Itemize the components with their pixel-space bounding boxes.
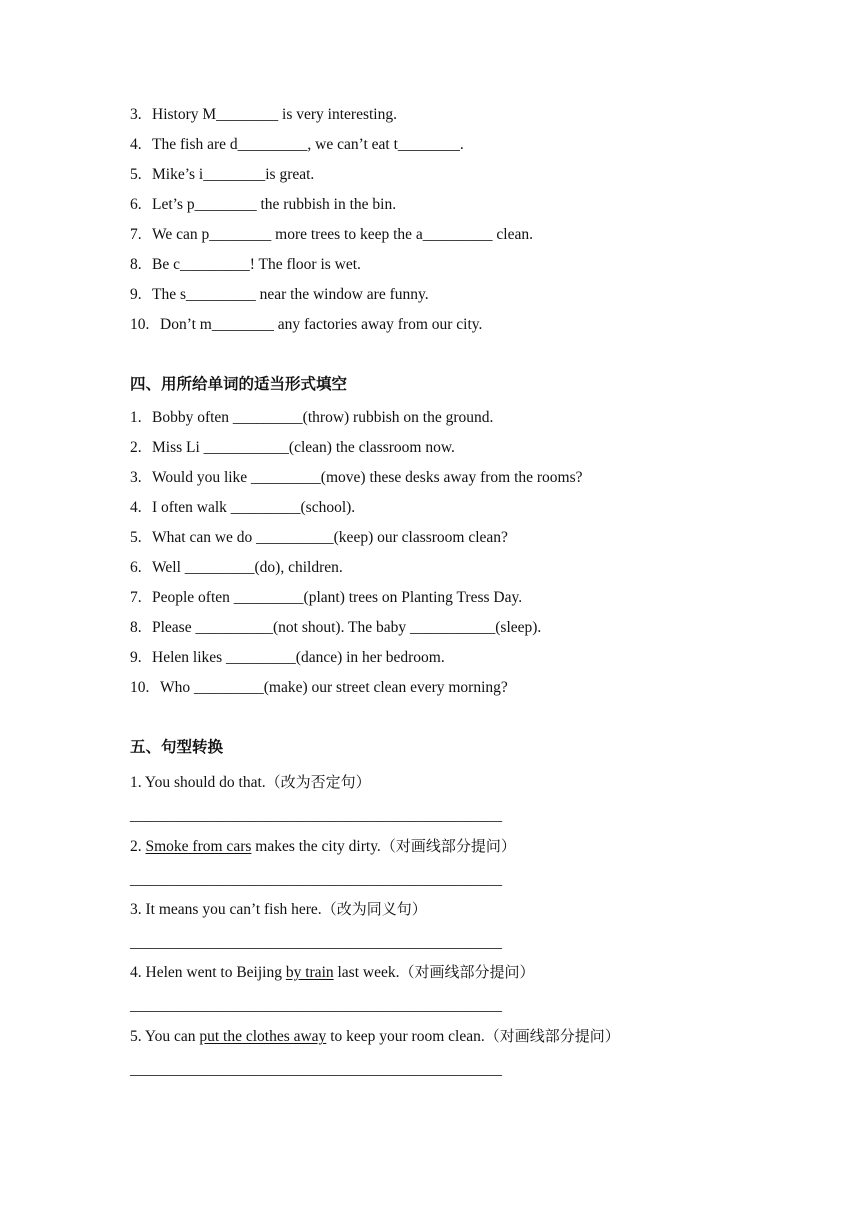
list-item — [130, 772, 371, 793]
item-text: We can p________ more trees to keep the a_________ clean. — [152, 226, 533, 243]
item-number: 5. — [130, 529, 142, 546]
answer-line: ________________________________________________ — [130, 934, 502, 951]
list-item — [130, 225, 533, 245]
item-text: 5. You can — [130, 1028, 200, 1045]
instruction-note: （改为同义句） — [321, 900, 427, 918]
list-item — [130, 899, 427, 920]
list-item — [130, 468, 583, 488]
item-number: 8. — [130, 256, 142, 273]
list-item — [130, 648, 445, 668]
item-text: History M________ is very interesting. — [152, 106, 397, 123]
underlined-phrase: put the clothes away — [199, 1028, 327, 1045]
section-4-heading: 四、用所给单词的适当形式填空 — [130, 375, 348, 393]
instruction-note: （对画线部分提问） — [380, 837, 516, 855]
item-number: 5. — [130, 166, 142, 183]
item-number: 7. — [130, 589, 142, 606]
item-text: What can we do __________(keep) our classroom clean? — [152, 529, 508, 546]
item-text: to keep your room clean. — [326, 1028, 485, 1045]
item-number: 1. — [130, 409, 142, 426]
item-text: People often _________(plant) trees on Planting Tress Day. — [152, 589, 523, 606]
list-item — [130, 438, 455, 458]
item-text: 3. It means you can’t fish here. — [130, 901, 322, 918]
item-number: 3. — [130, 106, 142, 123]
item-text: 2. — [130, 838, 146, 855]
instruction-note: （对画线部分提问） — [399, 963, 535, 981]
list-item — [130, 678, 508, 698]
list-item — [130, 285, 429, 305]
item-number: 10. — [130, 316, 150, 333]
answer-line: ________________________________________________ — [130, 1061, 502, 1078]
item-text: Would you like _________(move) these desks away from the rooms? — [152, 469, 583, 486]
list-item — [130, 588, 522, 608]
item-text: Helen likes _________(dance) in her bedroom. — [152, 649, 445, 666]
item-text: The s_________ near the window are funny. — [152, 286, 429, 303]
item-number: 9. — [130, 286, 142, 303]
list-item — [130, 255, 361, 275]
list-item — [130, 135, 464, 155]
item-text: Let’s p________ the rubbish in the bin. — [152, 196, 397, 213]
list-item — [130, 962, 535, 983]
item-number: 4. — [130, 136, 142, 153]
item-number: 3. — [130, 469, 142, 486]
item-text: 4. Helen went to Beijing — [130, 964, 286, 981]
item-text: Please __________(not shout). The baby ___________(sleep). — [152, 619, 542, 636]
instruction-note: （改为否定句） — [265, 773, 371, 791]
item-number: 6. — [130, 559, 142, 576]
list-item — [130, 618, 541, 638]
list-item — [130, 165, 314, 185]
item-text: makes the city dirty. — [251, 838, 381, 855]
item-number: 6. — [130, 196, 142, 213]
item-text: Be c_________! The floor is wet. — [152, 256, 361, 273]
list-item — [130, 195, 396, 215]
list-item — [130, 498, 355, 518]
list-item — [130, 836, 516, 857]
item-text: 1. You should do that. — [130, 774, 266, 791]
item-text: Don’t m________ any factories away from our city. — [160, 316, 483, 333]
item-text: last week. — [333, 964, 400, 981]
item-number: 10. — [130, 679, 150, 696]
item-text: Miss Li ___________(clean) the classroom now. — [152, 439, 455, 456]
instruction-note: （对画线部分提问） — [484, 1027, 620, 1045]
list-item — [130, 408, 493, 428]
item-text: The fish are d_________, we can’t eat t________. — [152, 136, 464, 153]
item-number: 4. — [130, 499, 142, 516]
item-text: Mike’s i________is great. — [152, 166, 315, 183]
list-item — [130, 315, 482, 335]
answer-line: ________________________________________________ — [130, 871, 502, 888]
answer-line: ________________________________________________ — [130, 807, 502, 824]
underlined-phrase: Smoke from cars — [145, 838, 252, 855]
item-number: 7. — [130, 226, 142, 243]
underlined-phrase: by train — [285, 964, 334, 981]
item-text: Bobby often _________(throw) rubbish on the ground. — [152, 409, 494, 426]
item-number: 8. — [130, 619, 142, 636]
list-item — [130, 1026, 620, 1047]
item-text: Who _________(make) our street clean every morning? — [160, 679, 508, 696]
list-item — [130, 528, 508, 548]
list-item — [130, 105, 397, 125]
answer-line: ________________________________________________ — [130, 997, 502, 1014]
item-number: 2. — [130, 439, 142, 456]
item-text: I often walk _________(school). — [152, 499, 356, 516]
section-5-heading: 五、句型转换 — [130, 738, 224, 756]
item-number: 9. — [130, 649, 142, 666]
item-text: Well _________(do), children. — [152, 559, 343, 576]
list-item — [130, 558, 343, 578]
